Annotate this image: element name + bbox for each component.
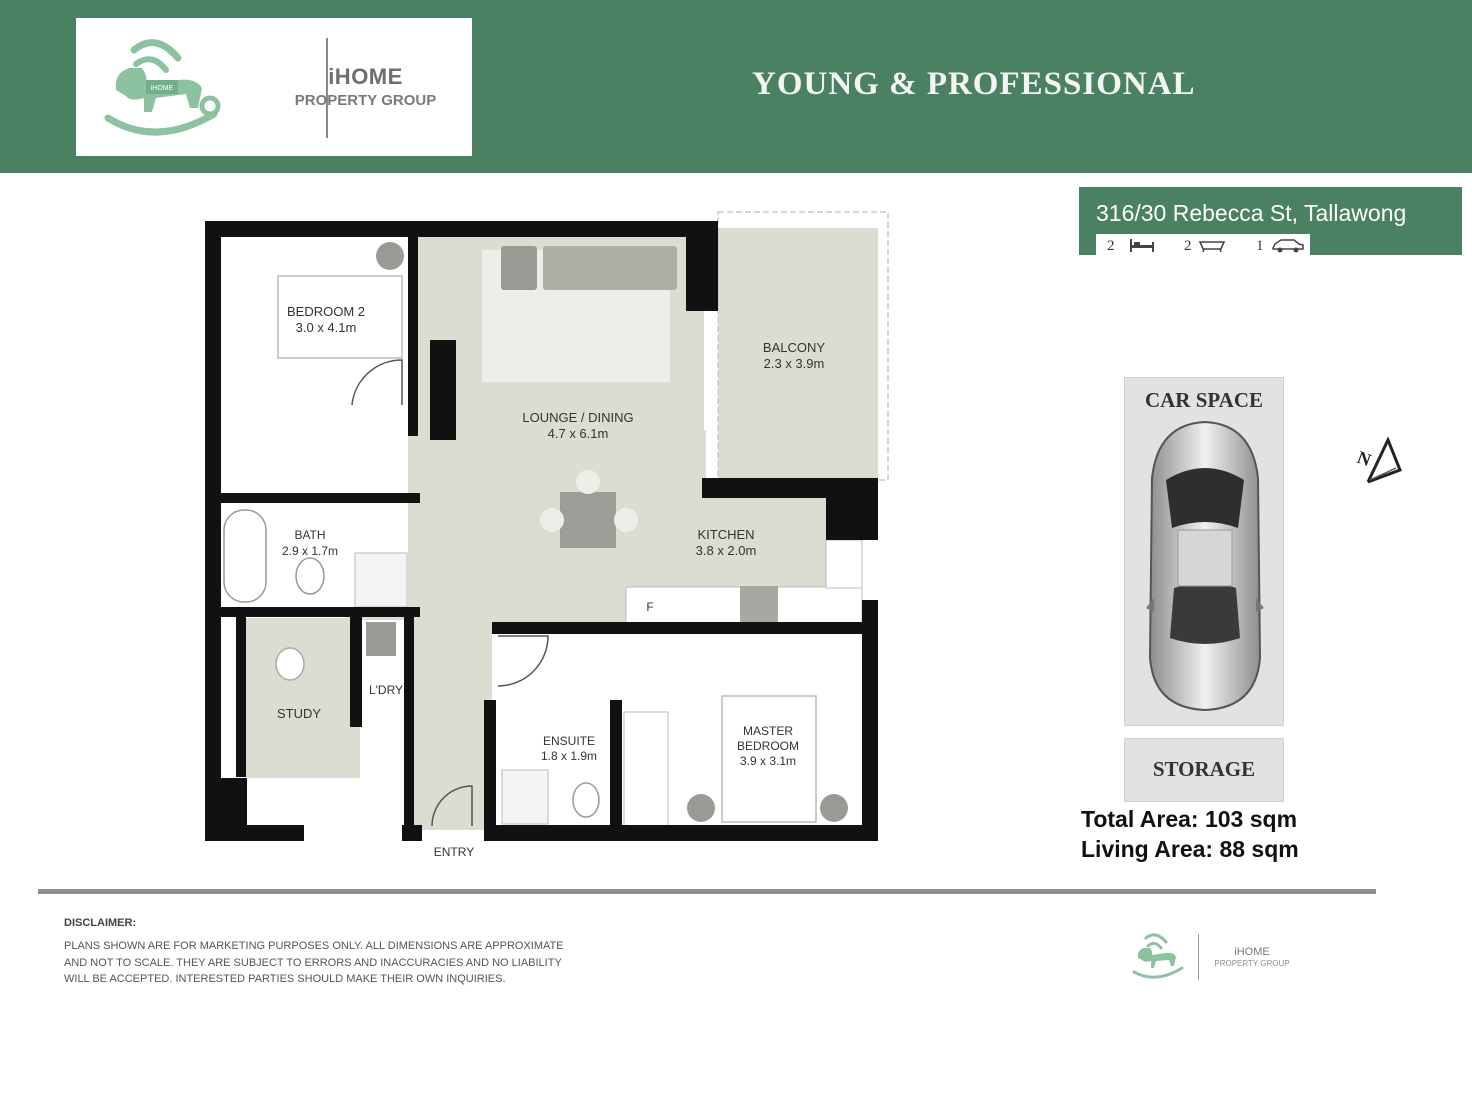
north-arrow-icon	[1340, 432, 1406, 492]
brand-name: iHOME	[328, 64, 403, 89]
laundry-tub	[366, 622, 396, 656]
tv-unit	[430, 340, 456, 440]
entry-label: ENTRY	[433, 845, 475, 859]
cooktop	[740, 586, 778, 622]
shower	[355, 553, 407, 607]
footer-rocking-horse-logo-icon	[1128, 926, 1188, 986]
room-size: 2.9 x 1.7m	[281, 544, 339, 558]
wardrobe	[624, 712, 668, 826]
car-space-label: CAR SPACE	[1144, 388, 1264, 412]
room-name-line-2: BEDROOM	[736, 739, 799, 753]
study-floor	[246, 618, 360, 778]
room-size: 2.3 x 3.9m	[763, 356, 825, 371]
footer-brand-subtitle: PROPERTY GROUP	[1214, 959, 1290, 968]
property-address: 316/30 Rebecca St, Tallawong	[1096, 200, 1407, 226]
bedroom-count: 2	[1107, 238, 1115, 254]
room-size: 3.0 x 4.1m	[295, 320, 357, 335]
room-size: 3.8 x 2.0m	[695, 543, 757, 558]
car-count: 1	[1256, 238, 1264, 254]
study-cupboard	[296, 780, 370, 826]
study-label: STUDY	[276, 706, 322, 721]
total-area: Total Area: 103 sqm	[1081, 806, 1298, 832]
car-top-view-icon	[1140, 418, 1270, 718]
dining-chair	[540, 508, 564, 532]
footer-brand-name: iHOME	[1234, 946, 1270, 958]
storage-label: STORAGE	[1152, 757, 1256, 781]
footer-logo-divider	[1198, 934, 1199, 980]
armchair	[501, 246, 537, 290]
ensuite-label	[520, 734, 618, 764]
master-bedroom-label	[718, 724, 818, 769]
disclaimer-text: PLANS SHOWN ARE FOR MARKETING PURPOSES ONLY. ALL DIMENSIONS ARE APPROXIMATE AND NOT TO SCALE. THEY ARE SUBJECT TO ERRORS AND INACCURACIES AND NO LIABILITY WILL BE ACCEPTED. INTERESTED PARTIES SHOULD MAKE THEIR OWN INQUIRIES.	[64, 940, 564, 985]
laundry-label: L'DRY	[368, 683, 404, 697]
corridor-floor	[414, 620, 492, 830]
bath-label	[262, 527, 358, 559]
room-name: LOUNGE / DINING	[522, 410, 634, 425]
fridge-label: F	[646, 600, 654, 614]
room-name: ENSUITE	[542, 734, 595, 748]
logo-badge-text: iHOME	[150, 85, 174, 92]
room-name: BEDROOM 2	[286, 304, 365, 319]
room-size: 1.8 x 1.9m	[540, 749, 598, 763]
bedside-lamp	[376, 242, 404, 270]
kitchen-label	[666, 527, 786, 559]
kitchen-sink	[826, 540, 862, 588]
footer-divider	[38, 889, 1376, 894]
ensuite-toilet	[573, 783, 599, 817]
room-name: BALCONY	[762, 340, 826, 355]
brand-subtitle: PROPERTY GROUP	[294, 92, 437, 109]
dining-chair	[614, 508, 638, 532]
room-name: KITCHEN	[697, 527, 755, 542]
room-size: 3.9 x 3.1m	[739, 754, 797, 768]
master-bedside	[820, 794, 848, 822]
living-area: Living Area: 88 sqm	[1081, 836, 1299, 862]
sofa	[543, 246, 677, 290]
master-bedside	[687, 794, 715, 822]
north-label: N	[1354, 446, 1374, 471]
tagline: YOUNG & PROFESSIONAL	[752, 66, 1196, 102]
bedroom-2-label	[266, 304, 386, 336]
bath-toilet	[296, 558, 324, 594]
dining-table	[560, 492, 616, 548]
bathtub	[224, 510, 266, 602]
study-chair	[276, 648, 304, 680]
bathroom-count: 2	[1184, 238, 1192, 254]
linen-cupboard	[378, 780, 408, 826]
balcony-label	[734, 340, 854, 372]
room-name: BATH	[294, 528, 326, 542]
room-size: 4.7 x 6.1m	[547, 426, 609, 441]
disclaimer-title: DISCLAIMER:	[64, 917, 137, 929]
ensuite-shower	[502, 770, 548, 824]
lounge-dining-label	[500, 410, 656, 442]
dining-chair	[576, 470, 600, 494]
room-name-line-1: MASTER	[742, 724, 793, 738]
